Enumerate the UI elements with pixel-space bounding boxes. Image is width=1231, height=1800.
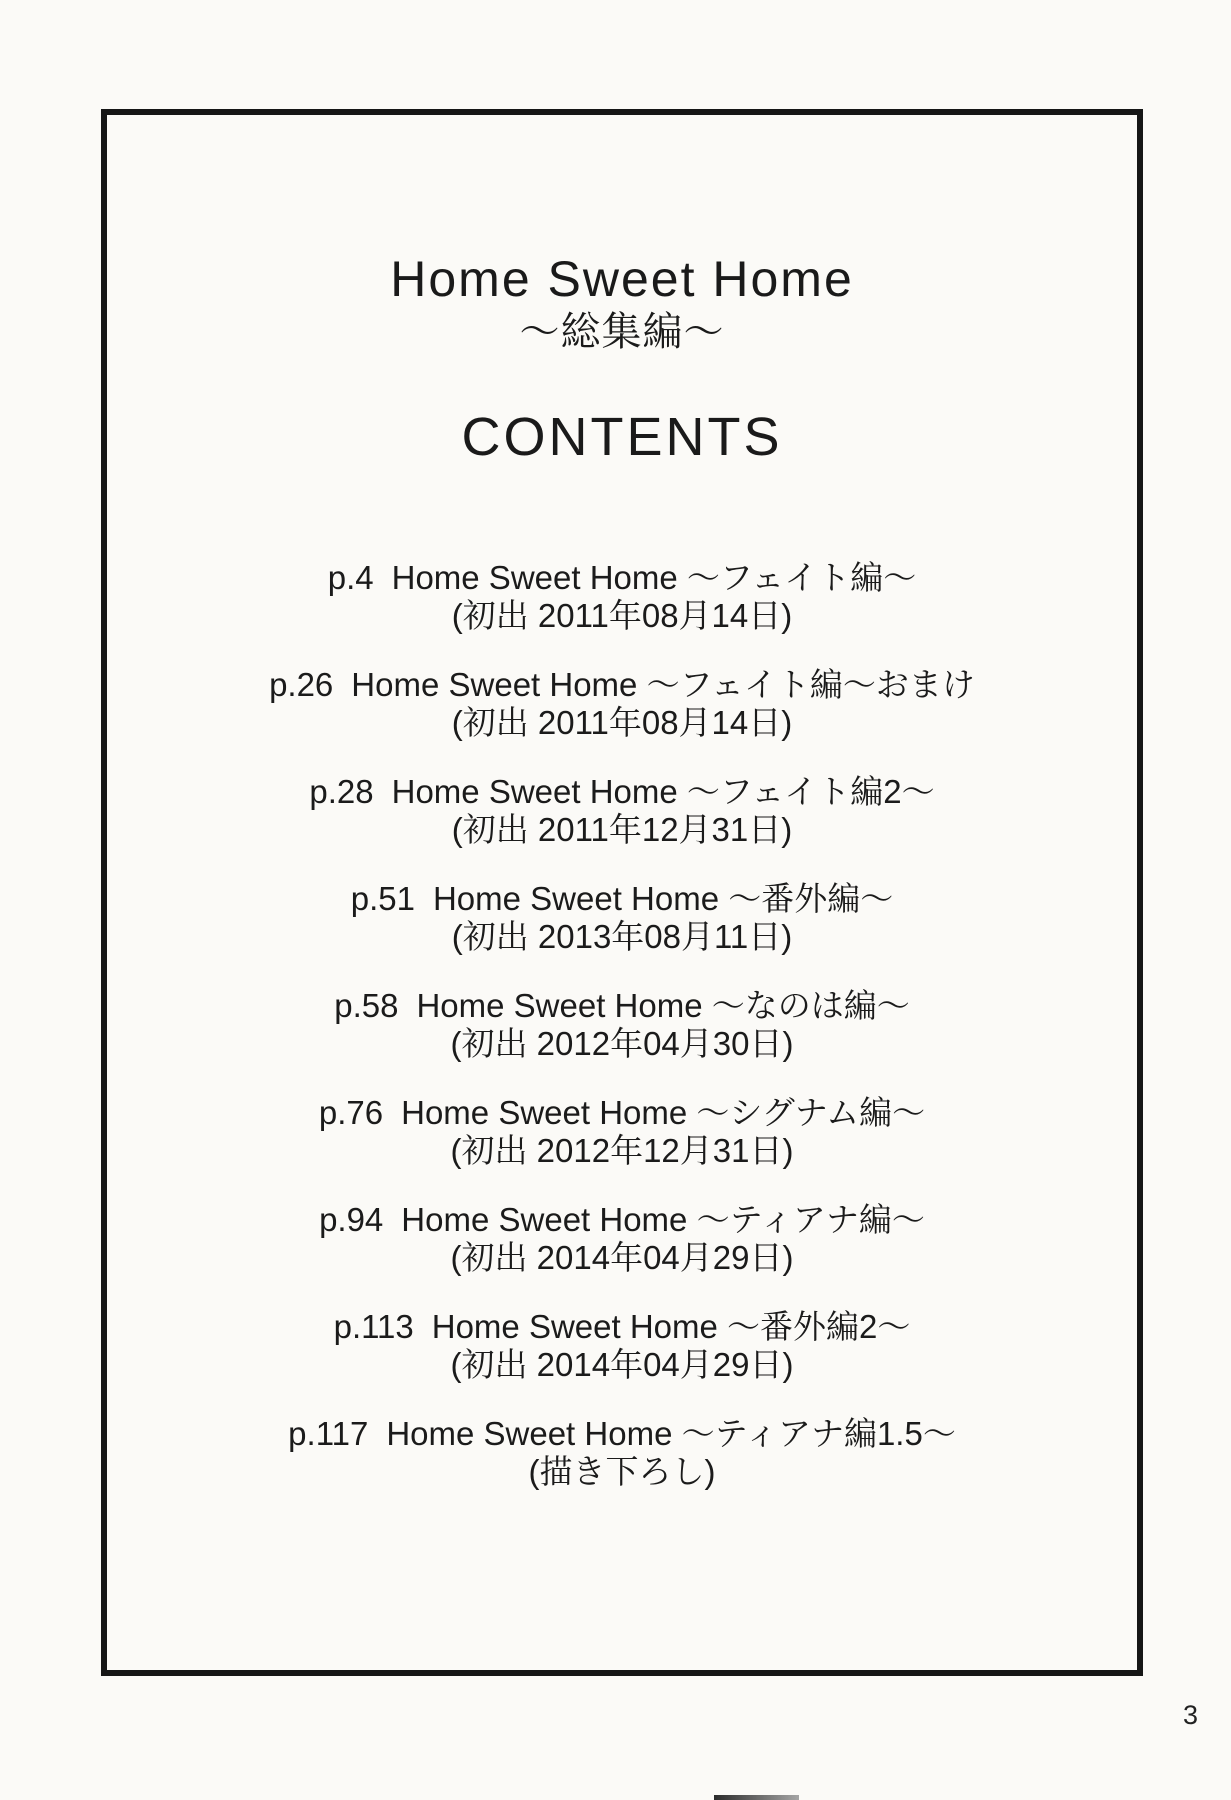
toc-entry-title: Home Sweet Home ～なのは編～ [416,987,910,1024]
book-title: Home Sweet Home [390,251,854,307]
toc-entry-line [101,665,1143,705]
toc-entry-line [101,986,1143,1026]
toc-entry-title: Home Sweet Home ～シグナム編～ [401,1094,926,1131]
toc-page-ref: p.113 [333,1308,414,1345]
toc-entry-note: (初出 2011年08月14日) [451,597,793,634]
toc-entry-note: (初出 2012年12月31日) [450,1132,794,1169]
toc-page-ref: p.58 [334,987,399,1024]
toc-entry-note: (初出 2013年08月11日) [451,918,793,955]
toc-entry [101,665,1143,772]
toc-entry [101,558,1143,665]
toc-entry [101,1093,1143,1200]
toc-page-ref: p.76 [318,1094,384,1131]
toc-entry-title: Home Sweet Home ～フェイト編～おまけ [351,666,975,703]
toc-entry-line [101,879,1143,919]
toc-entry-note: (初出 2014年04月29日) [450,1239,794,1276]
toc-entry [101,1307,1143,1414]
toc-entry-title: Home Sweet Home ～番外編2～ [431,1308,911,1345]
toc-entry-title: Home Sweet Home ～ティアナ編～ [401,1201,925,1238]
toc-entry-line [101,1200,1143,1240]
scan-artifact-bar [714,1795,799,1800]
page-number: 3 [1183,1700,1199,1730]
contents-heading: CONTENTS [461,407,783,467]
toc-entry [101,772,1143,879]
table-of-contents [101,558,1143,1521]
toc-page-ref: p.26 [269,666,334,703]
toc-entry-note: (初出 2011年08月14日) [451,704,793,741]
toc-entry [101,1414,1143,1521]
toc-entry [101,986,1143,1093]
toc-entry [101,1200,1143,1307]
toc-entry-note: (描き下ろし) [528,1453,716,1490]
toc-entry-title: Home Sweet Home ～フェイト編～ [391,559,917,596]
toc-entry-line [101,558,1143,598]
toc-entry-line [101,1307,1143,1347]
toc-page-ref: p.51 [350,880,415,917]
toc-entry-title: Home Sweet Home ～フェイト編2～ [391,773,935,810]
book-subtitle: ～総集編～ [519,310,725,354]
toc-page-ref: p.4 [327,559,374,596]
toc-entry-title: Home Sweet Home ～ティアナ編1.5～ [386,1415,956,1452]
toc-entry-line [101,1093,1143,1133]
toc-page-ref: p.94 [319,1201,384,1238]
toc-entry-line [101,772,1143,812]
toc-entry-title: Home Sweet Home ～番外編～ [432,880,894,917]
toc-entry-note: (初出 2012年04月30日) [450,1025,794,1062]
toc-entry-line [101,1414,1143,1454]
toc-entry-note: (初出 2014年04月29日) [450,1346,794,1383]
toc-entry [101,879,1143,986]
toc-page-ref: p.117 [288,1415,369,1452]
toc-entry-note: (初出 2011年12月31日) [451,811,793,848]
toc-page-ref: p.28 [309,773,374,810]
